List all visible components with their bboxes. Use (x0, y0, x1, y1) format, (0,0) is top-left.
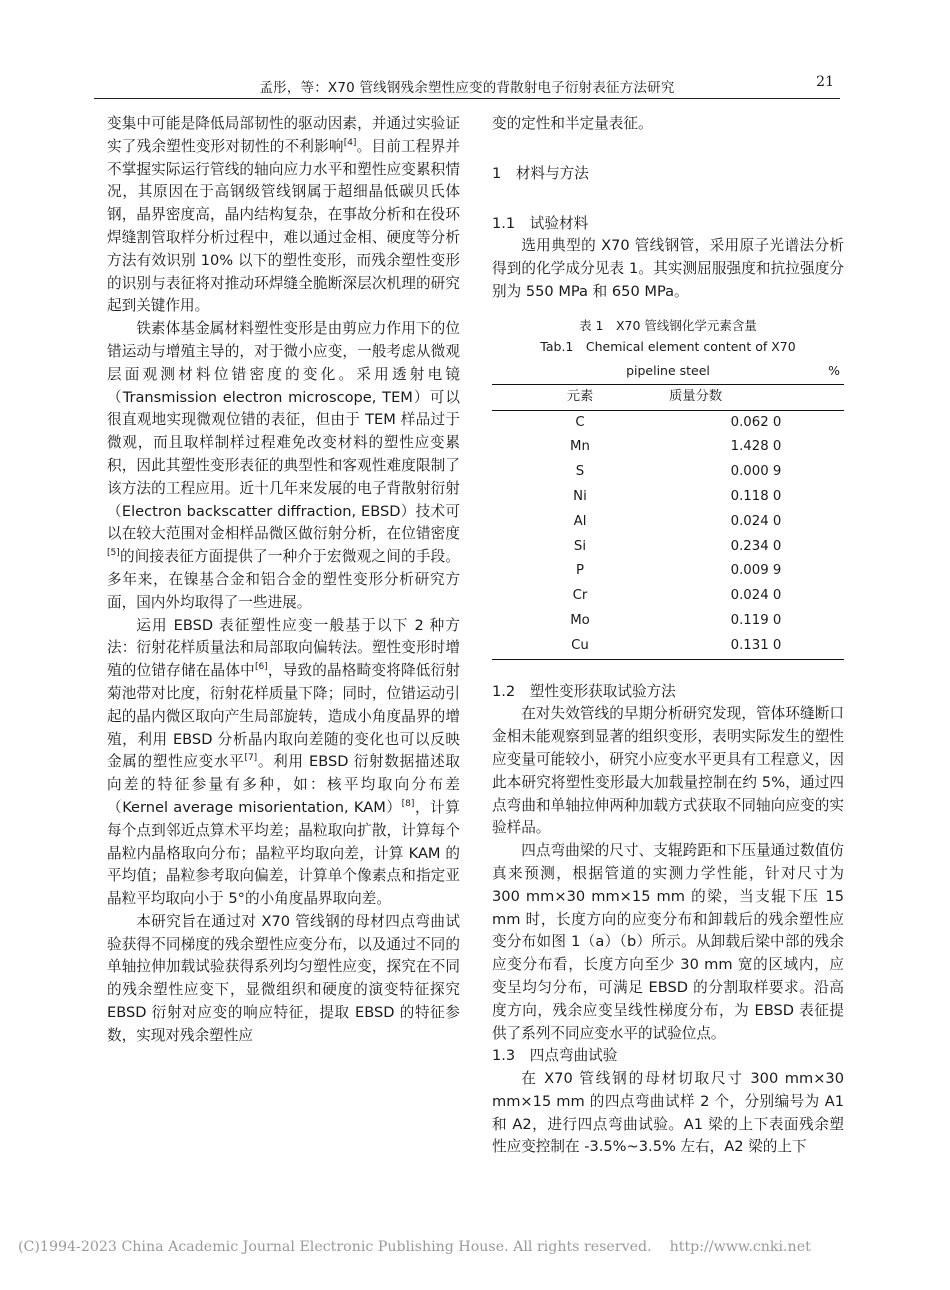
paragraph-text: 。目前工程界并不掌握实际运行管线的轴向应力水平和塑性应变累积情况，其原因在于高钢级管线钢属于超细晶低碳贝氏体钢，晶界密度高，晶内结构复杂，在事故分析和在役环焊缝割管取样分析过程中，难以通过金相、硬度等分析方法有效识别 10% 以下的塑性变形，而残余塑性变形的识别与表征将对推动环焊缝全脆断深层次机理的研究起到关键作用。 (107, 137, 460, 315)
element-cell: C (575, 414, 585, 430)
citation-7: [7] (244, 753, 258, 764)
paragraph-text: ，导致的晶格畸变将降低衍射菊池带对比度，衍射花样质量下降；同时，位错运动引起的晶内微区取向产生局部旋转，造成小角度晶界的增殖，利用 EBSD 分析晶内取向差随的变化也可以反映金属的塑性应变水平 (107, 662, 460, 771)
table-row (492, 435, 844, 460)
element-cell: Ni (573, 488, 587, 504)
page-number: 21 (816, 74, 834, 90)
paragraph-text: 变集中可能是降低局部韧性的驱动因素，并通过实验证实了残余塑性变形对韧性的不利影响 (107, 115, 460, 155)
paragraph-four-point-bending-design: 四点弯曲梁的尺寸、支辊跨距和下压量通过数值仿真来预测，根据管道的实测力学性能，针对尺寸为 300 mm×30 mm×15 mm 的梁，当支辊下压 15 mm 时，长度方向的应变分布和卸载后的残余塑性应变分布如图 1（a）（b）所示。从卸载后梁中部的残余应变分布看，长度方向至少 30 mm 宽的区域内，应变呈均匀分布，可满足 EBSD 的分割取样要求。沿高度方向，残余应变呈线性梯度分布，为 EBSD 表征提供了系列不同应变水平的试验位点。 (492, 842, 844, 1042)
paragraph-four-point-bending-test: 在 X70 管线钢的母材切取尺寸 300 mm×30 mm×15 mm 的四点弯曲试样 2 个，分别编号为 A1 和 A2，进行四点弯曲试验。A1 梁的上下表面残余塑性应变控制在 -3.5%~3.5% 左右，A2 梁的上下 (492, 1070, 844, 1156)
table-row (492, 584, 844, 609)
running-title: 孟彤，等：X70 管线钢残余塑性应变的背散射电子衍射表征方法研究 (259, 80, 675, 96)
paragraph-text: ，计算每个点到邻近点算术平均差；晶粒取向扩散，计算每个晶粒内晶格取向分布；晶粒平均取向差，计算 KAM 的平均值；晶粒参考取向偏差，计算单个像素点和指定亚晶粒平均取向小于 5°的小角度晶界取向差。 (107, 798, 460, 908)
cnki-url: http://www.cnki.net (669, 1239, 811, 1255)
paragraph-text: 运用 EBSD 表征塑性应变一般基于以下 2 种方法：衍射花样质量法和局部取向偏转法。塑性变形时增殖的位错存储在晶体中 (107, 616, 460, 680)
element-cell: Al (573, 513, 587, 529)
citation-8: [8] (401, 798, 415, 809)
paragraph-study-aim: 本研究旨在通过对 X70 管线钢的母材四点弯曲试验获得不同梯度的残余塑性应变分布，以及通过不同的单轴拉伸加载试验获得系列均匀塑性应变，探究在不同的残余塑性应变下，显微组织和硬度的演变特征探究 EBSD 衍射对应变的响应特征，提取 EBSD 的特征参数，实现对残余塑性应 (107, 912, 460, 1044)
copyright-text: (C)1994-2023 China Academic Journal Electronic Publishing House. All rights reserved. (18, 1239, 652, 1255)
value-cell: 0.024 0 (730, 588, 782, 604)
chemical-composition-table (492, 384, 844, 660)
paragraph-text: 的间接表征方面提供了一种介于宏微观之间的手段。多年来，在镍基合金和铝合金的塑性变形分析研究方面，国内外均取得了一些进展。 (107, 548, 460, 611)
paragraph-materials: 选用典型的 X70 管线钢管，采用原子光谱法分析得到的化学成分见表 1。其实测屈服强度和抗拉强度分别为 550 MPa 和 650 MPa。 (492, 237, 844, 300)
right-column (492, 113, 844, 1159)
element-cell: Cr (572, 588, 588, 604)
value-cell: 1.428 0 (730, 439, 782, 455)
value-cell: 0.119 0 (730, 612, 782, 628)
table-row (492, 410, 844, 435)
section-heading-1: 1 材料与方法 (492, 164, 589, 182)
table-row (492, 510, 844, 535)
element-cell: P (575, 563, 585, 579)
table-caption-en-line2 (492, 358, 844, 384)
value-cell: 0.062 0 (730, 414, 782, 430)
table-caption-en-2: pipeline steel (626, 362, 710, 378)
citation-4: [4] (343, 137, 357, 148)
table-row (492, 460, 844, 485)
table-row (492, 634, 844, 659)
table-row (492, 485, 844, 510)
element-cell: Mn (570, 439, 590, 455)
element-cell: Cu (571, 637, 589, 653)
section-heading-1-2: 1.2 塑性变形获取试验方法 (492, 682, 676, 700)
paragraph-ebsd-background (107, 318, 460, 614)
section-heading-1-1: 1.1 试验材料 (492, 214, 589, 232)
element-cell: Si (573, 538, 587, 554)
citation-5: [5] (107, 548, 120, 559)
table-row (492, 559, 844, 584)
table-caption-cn: 表 1 X70 管线钢化学元素含量 (579, 317, 757, 333)
value-cell: 0.131 0 (730, 637, 782, 653)
copyright-footer (18, 1239, 938, 1255)
table-row (492, 535, 844, 560)
section-heading-1-3: 1.3 四点弯曲试验 (492, 1047, 618, 1065)
element-cell: Mo (570, 612, 590, 628)
paragraph-ebsd-methods (107, 615, 460, 911)
table-header-element: 元素 (492, 384, 668, 410)
value-cell: 0.118 0 (730, 488, 782, 504)
element-cell: S (575, 464, 585, 480)
table-header-mass-fraction: 质量分数 (668, 384, 844, 410)
paragraph-text: 铁素体基金属材料塑性变形是由剪应力作用下的位错运动与增殖主导的，对于微小应变，一般考虑从微观层面观测材料位错密度的变化。采用透射电镜（Transmission electron microscope, TEM）可以很直观地实现微观位错的表征，但由于 TEM 样品过于微观，而且取样制样过程难免改变材料的塑性应变累积，因此其塑性变形表征的典型性和客观性难度限制了该方法的工程应用。近十几年来发展的电子背散射衍射（Electron backscatter diffraction, EBSD）技术可以在较大范围对金相样品微区做衍射分析，在位错密度 (107, 320, 460, 543)
table-header-row (492, 384, 844, 410)
citation-6: [6] (254, 662, 268, 673)
table-caption-en: Tab.1 Chemical element content of X70 (540, 338, 796, 354)
left-column (107, 113, 460, 1048)
paragraph-text: 。利用 EBSD 衍射数据描述取向差的特征参量有多种，如：核平均取向分布差（Kernel average misorientation, KAM） (107, 753, 460, 816)
value-cell: 0.234 0 (730, 538, 782, 554)
value-cell: 0.009 9 (730, 563, 782, 579)
paragraph-aim-continued: 变的定性和半定量表征。 (492, 115, 653, 132)
table-unit: % (828, 362, 840, 378)
paragraph-intro-continued (107, 113, 460, 318)
value-cell: 0.000 9 (730, 464, 782, 480)
running-header (94, 74, 840, 99)
value-cell: 0.024 0 (730, 513, 782, 529)
table-row (492, 609, 844, 634)
paragraph-loading-method: 在对失效管线的早期分析研究发现，管体环缝断口金相未能观察到显著的组织变形，表明实际发生的塑性应变量可能较小，研究小应变水平更具有工程意义，因此本研究将塑性变形最大加载量控制在约 5%，通过四点弯曲和单轴拉伸两种加载方式获取不同轴向应变的实验样品。 (492, 705, 844, 837)
